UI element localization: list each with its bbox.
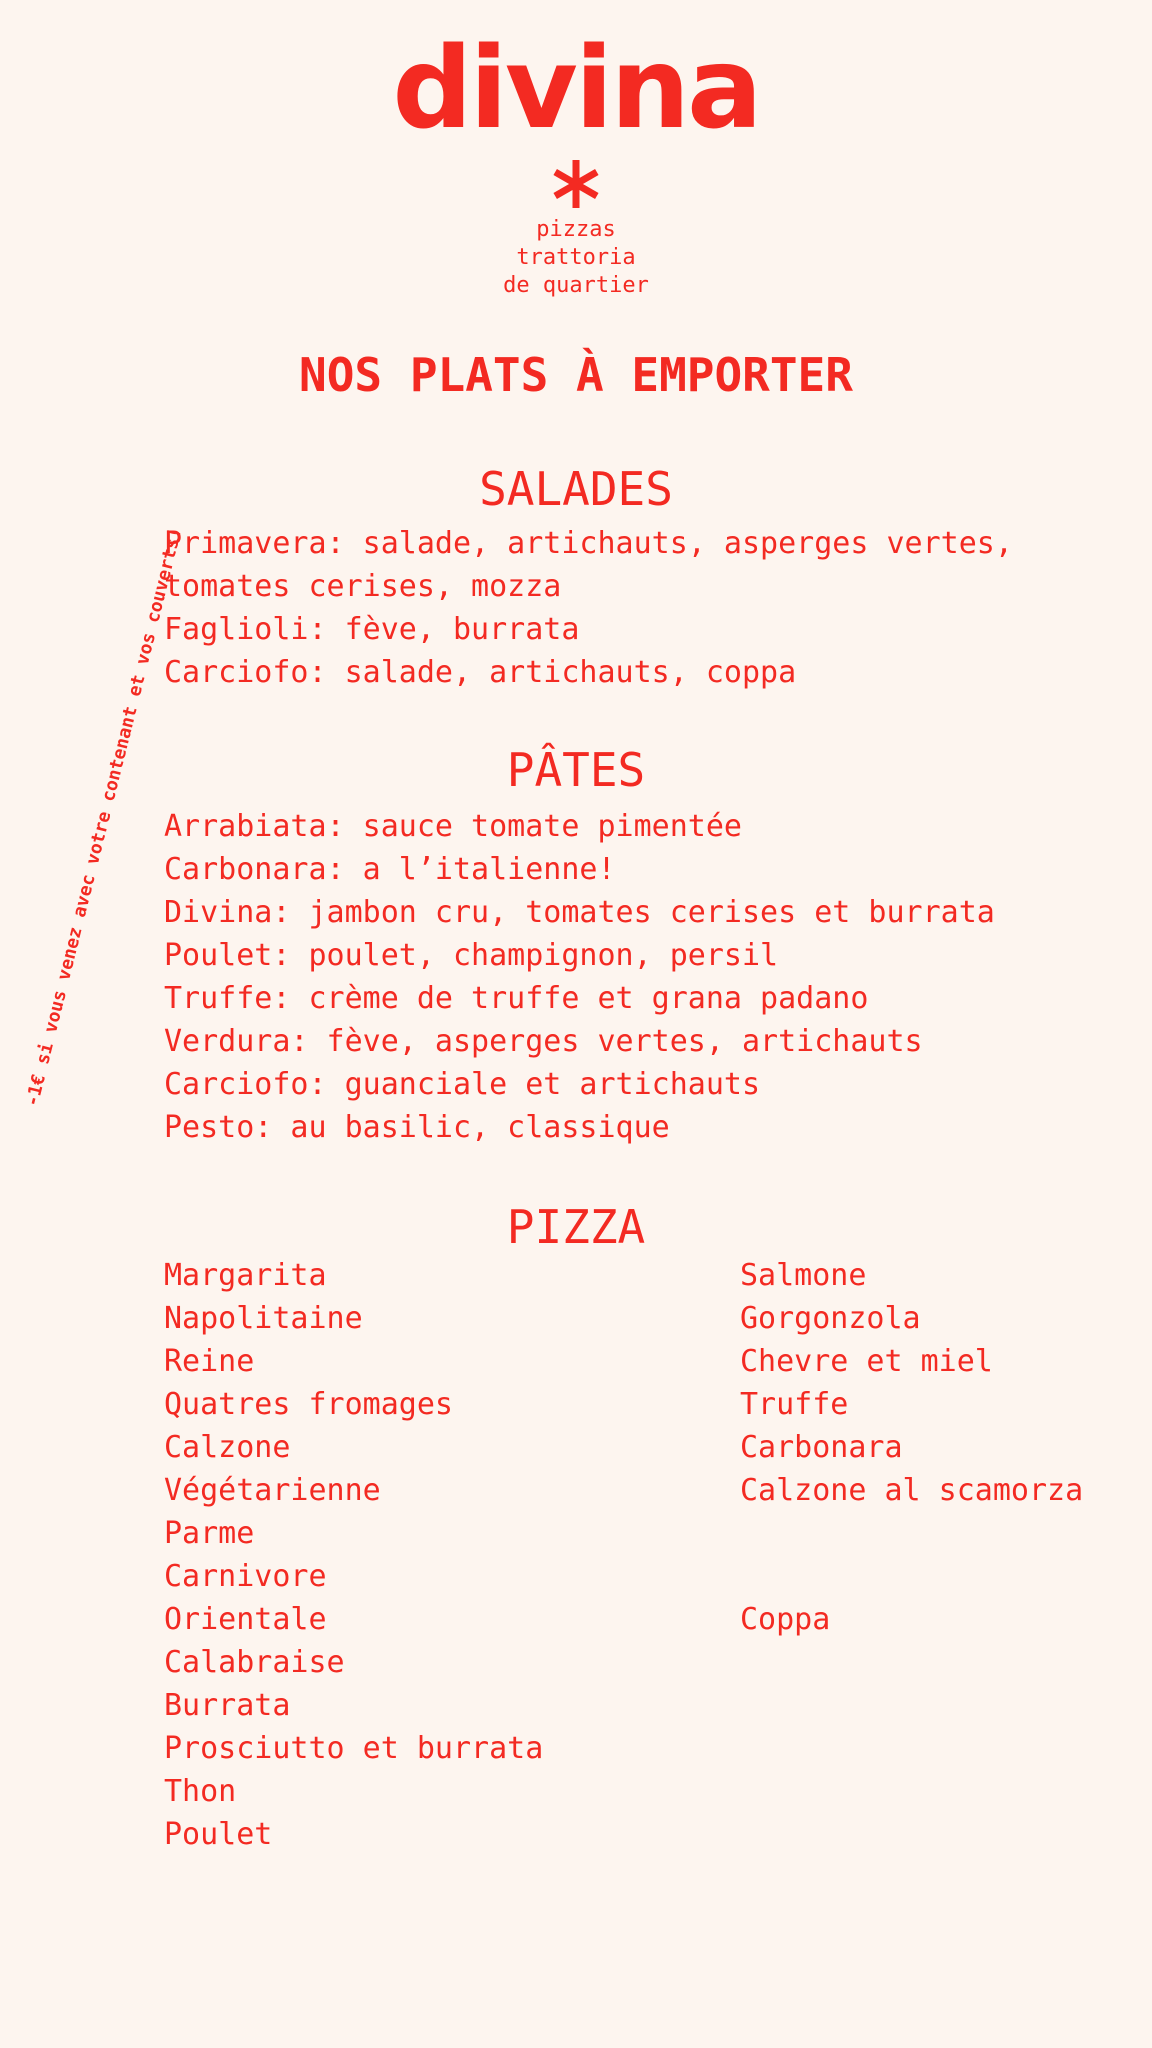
tagline-line: pizzas: [536, 217, 616, 242]
list-spacer: [740, 1555, 1083, 1598]
asterisk-icon: [550, 158, 602, 210]
list-item: Poulet: [164, 1817, 273, 1852]
section-title: PIZZA: [506, 1200, 646, 1254]
pizza-list-right: [740, 1254, 1083, 1641]
page-title: NOS PLATS À EMPORTER: [299, 348, 853, 402]
list-item: Divina: jambon cru, tomates cerises et burrata: [164, 895, 995, 930]
pates-list: [164, 805, 995, 1149]
logo: divina: [392, 24, 760, 154]
pizza-list-left: [164, 1254, 543, 1856]
list-item: Burrata: [164, 1688, 291, 1723]
list-item: Prosciutto et burrata: [164, 1731, 544, 1766]
list-item: Calabraise: [164, 1645, 345, 1680]
tagline: [0, 216, 1152, 300]
list-item: Reine: [164, 1344, 255, 1379]
side-note: -1€ si vous venez avec votre contenant et vos couverts!: [21, 525, 187, 1109]
tagline-line: de quartier: [503, 273, 649, 298]
list-item: Napolitaine: [164, 1301, 363, 1336]
section-title: PÂTES: [506, 743, 646, 797]
list-item: Primavera: salade, artichauts, asperges vertes,: [164, 526, 1013, 561]
list-item: Gorgonzola: [740, 1301, 921, 1336]
list-item: Quatres fromages: [164, 1387, 453, 1422]
salades-list: [164, 522, 1013, 694]
list-item: Orientale: [164, 1602, 327, 1637]
list-item: Truffe: [740, 1387, 849, 1422]
list-item: Carnivore: [164, 1559, 327, 1594]
list-item: tomates cerises, mozza: [164, 569, 562, 604]
list-item: Salmone: [740, 1258, 867, 1293]
list-item: Végétarienne: [164, 1473, 381, 1508]
list-item: Faglioli: fève, burrata: [164, 612, 580, 647]
list-item: Thon: [164, 1774, 237, 1809]
list-item: Poulet: poulet, champignon, persil: [164, 938, 779, 973]
list-item: Arrabiata: sauce tomate pimentée: [164, 809, 742, 844]
list-item: Margarita: [164, 1258, 327, 1293]
list-item: Coppa: [740, 1602, 831, 1637]
list-item: Carbonara: [740, 1430, 903, 1465]
tagline-line: trattoria: [516, 245, 636, 270]
list-item: Parme: [164, 1516, 255, 1551]
list-item: Calzone: [164, 1430, 291, 1465]
list-item: Verdura: fève, asperges vertes, artichauts: [164, 1024, 923, 1059]
list-item: Pesto: au basilic, classique: [164, 1110, 670, 1145]
list-item: Calzone al scamorza: [740, 1473, 1084, 1508]
list-item: Truffe: crème de truffe et grana padano: [164, 981, 869, 1016]
list-item: Carbonara: a l’italienne!: [164, 852, 616, 887]
list-item: Chevre et miel: [740, 1344, 993, 1379]
list-item: Carciofo: guanciale et artichauts: [164, 1067, 761, 1102]
list-item: Carciofo: salade, artichauts, coppa: [164, 655, 797, 690]
list-spacer: [740, 1512, 1083, 1555]
section-title: SALADES: [479, 462, 673, 516]
